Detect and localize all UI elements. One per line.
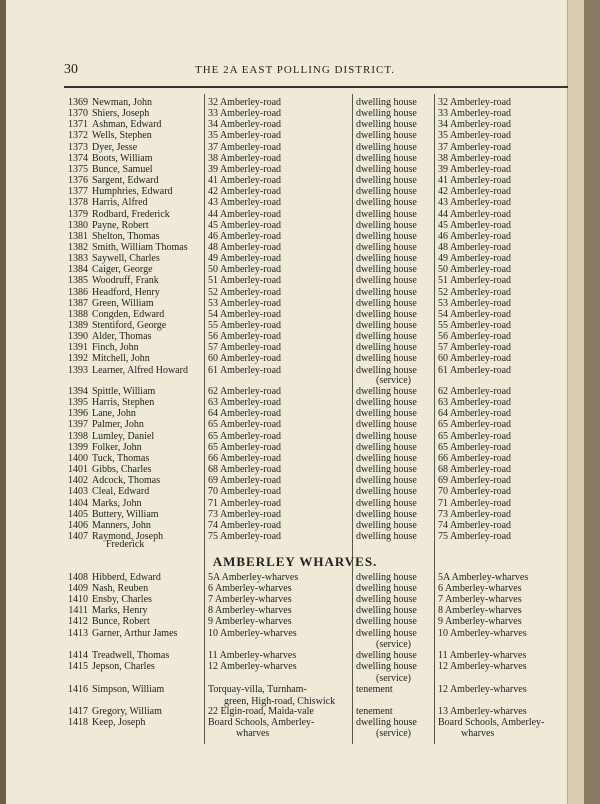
- cell-num: 1408: [68, 572, 88, 583]
- cell-prop: 69 Amberley-road: [438, 475, 512, 487]
- cell-desc: dwelling house: [356, 186, 417, 198]
- cell-prop: 55 Amberley-road: [438, 320, 512, 331]
- cell-addr: 68 Amberley-road: [208, 464, 282, 476]
- cell-prop: 12 Amberley-wharves: [438, 684, 527, 695]
- cell-num: 1415: [68, 661, 88, 672]
- cell-prop: 49 Amberley-road: [438, 253, 512, 265]
- cell-num: 1394: [68, 386, 88, 397]
- row-1418-continuation-property: wharves: [461, 728, 495, 739]
- cell-name: Buttery, William: [92, 508, 159, 520]
- cell-desc: dwelling house: [356, 408, 417, 420]
- cell-prop: 34 Amberley-road: [438, 119, 512, 131]
- cell-addr: 63 Amberley-road: [208, 397, 282, 409]
- cell-desc: dwelling house: [356, 717, 417, 728]
- cell-desc: dwelling house: [356, 397, 417, 409]
- cell-num: 1392: [68, 353, 88, 365]
- cell-name: Manners, John: [92, 519, 151, 531]
- cell-addr: 49 Amberley-road: [208, 253, 282, 265]
- cell-addr: 65 Amberley-road: [208, 441, 282, 453]
- cell-num: 1413: [68, 627, 88, 639]
- cell-addr: 56 Amberley-road: [208, 331, 282, 343]
- cell-addr: 62 Amberley-road: [208, 386, 282, 397]
- cell-prop: 54 Amberley-road: [438, 308, 512, 320]
- cell-addr: 35 Amberley-road: [208, 130, 282, 142]
- cell-addr: 75 Amberley-road: [208, 530, 282, 542]
- cell-name: Dyer, Jesse: [92, 141, 138, 153]
- cell-desc: dwelling house: [356, 342, 417, 354]
- cell-name: Simpson, William: [92, 684, 165, 695]
- cell-num: 1397: [68, 419, 88, 431]
- cell-desc: dwelling house: [356, 97, 417, 108]
- cell-addr: 11 Amberley-wharves: [208, 650, 297, 661]
- cell-prop: 38 Amberley-road: [438, 152, 512, 164]
- cell-addr: 10 Amberley-wharves: [208, 627, 297, 639]
- cell-addr: 9 Amberley-wharves: [208, 616, 292, 628]
- cell-name: Bunce, Robert: [92, 616, 150, 628]
- cell-desc: dwelling house: [356, 627, 417, 639]
- cell-name: Harris, Alfred: [92, 197, 148, 209]
- cell-addr: 41 Amberley-road: [208, 175, 282, 187]
- cell-desc: dwelling house: [356, 152, 417, 164]
- row-1415-continuation: (service): [376, 673, 411, 684]
- cell-num: 1401: [68, 464, 88, 476]
- cell-num: 1407: [68, 530, 88, 542]
- cell-num: 1398: [68, 430, 88, 442]
- column-divider-address: [204, 94, 205, 744]
- cell-prop: 10 Amberley-wharves: [438, 627, 527, 639]
- cell-addr: 52 Amberley-road: [208, 286, 282, 298]
- cell-name: Gregory, William: [92, 706, 162, 717]
- cell-num: 1385: [68, 275, 88, 287]
- cell-num: 1417: [68, 706, 88, 717]
- cell-addr: 5A Amberley-wharves: [208, 572, 299, 583]
- cell-addr: 64 Amberley-road: [208, 408, 282, 420]
- cell-desc: dwelling house: [356, 297, 417, 309]
- cell-prop: 51 Amberley-road: [438, 275, 512, 287]
- cell-name: Ensby, Charles: [92, 594, 152, 606]
- cell-name: Finch, John: [92, 342, 139, 354]
- cell-name: Lane, John: [92, 408, 136, 420]
- cell-desc: dwelling house: [356, 650, 417, 661]
- cell-num: 1404: [68, 497, 88, 509]
- cell-addr: 33 Amberley-road: [208, 108, 282, 120]
- cell-num: 1377: [68, 186, 88, 198]
- cell-prop: 11 Amberley-wharves: [438, 650, 527, 661]
- cell-num: 1381: [68, 230, 88, 242]
- cell-desc: dwelling house: [356, 497, 417, 509]
- cell-addr: 43 Amberley-road: [208, 197, 282, 209]
- cell-name: Headford, Henry: [92, 286, 160, 298]
- cell-num: 1383: [68, 253, 88, 265]
- cell-desc: dwelling house: [356, 661, 417, 672]
- cell-prop: 45 Amberley-road: [438, 219, 512, 231]
- cell-addr: 70 Amberley-road: [208, 486, 282, 498]
- cell-desc: dwelling house: [356, 208, 417, 220]
- cell-prop: 62 Amberley-road: [438, 386, 512, 397]
- cell-num: 1412: [68, 616, 88, 628]
- cell-prop: 46 Amberley-road: [438, 230, 512, 242]
- row-1418-continuation-description: (service): [376, 728, 411, 739]
- cell-prop: 66 Amberley-road: [438, 452, 512, 464]
- cell-addr: 66 Amberley-road: [208, 452, 282, 464]
- cell-name: Learner, Alfred Howard: [92, 364, 188, 376]
- cell-num: 1399: [68, 441, 88, 453]
- cell-name: Humphries, Edward: [92, 186, 173, 198]
- cell-prop: 60 Amberley-road: [438, 353, 512, 365]
- cell-num: 1370: [68, 108, 88, 120]
- row-1413-continuation: (service): [376, 639, 411, 650]
- cell-prop: 33 Amberley-road: [438, 108, 512, 120]
- cell-desc: dwelling house: [356, 130, 417, 142]
- cell-num: 1396: [68, 408, 88, 420]
- cell-name: Ashman, Edward: [92, 119, 162, 131]
- cell-desc: dwelling house: [356, 475, 417, 487]
- cell-num: 1405: [68, 508, 88, 520]
- cell-prop: 65 Amberley-road: [438, 441, 512, 453]
- cell-num: 1372: [68, 130, 88, 142]
- cell-desc: dwelling house: [356, 331, 417, 343]
- cell-name: Mitchell, John: [92, 353, 150, 365]
- cell-prop: 61 Amberley-road: [438, 364, 512, 376]
- running-head: THE 2A EAST POLLING DISTRICT.: [194, 64, 395, 76]
- cell-prop: 7 Amberley-wharves: [438, 594, 522, 606]
- cell-prop: 42 Amberley-road: [438, 186, 512, 198]
- cell-name: Nash, Reuben: [92, 583, 149, 595]
- cell-desc: dwelling house: [356, 530, 417, 542]
- cell-desc: dwelling house: [356, 430, 417, 442]
- header-rule: [64, 86, 568, 88]
- cell-desc: dwelling house: [356, 452, 417, 464]
- cell-addr: 8 Amberley-wharves: [208, 605, 292, 617]
- cell-num: 1389: [68, 320, 88, 331]
- cell-addr: 38 Amberley-road: [208, 152, 282, 164]
- cell-desc: dwelling house: [356, 197, 417, 209]
- cell-name: Garner, Arthur James: [92, 627, 178, 639]
- cell-name: Treadwell, Thomas: [92, 650, 170, 661]
- cell-num: 1382: [68, 241, 88, 253]
- cell-addr: 60 Amberley-road: [208, 353, 282, 365]
- cell-desc: dwelling house: [356, 230, 417, 242]
- cell-name: Lumley, Daniel: [92, 430, 155, 442]
- cell-addr: 54 Amberley-road: [208, 308, 282, 320]
- cell-desc: dwelling house: [356, 119, 417, 131]
- cell-desc: dwelling house: [356, 486, 417, 498]
- cell-name: Smith, William Thomas: [92, 241, 188, 253]
- cell-num: 1386: [68, 286, 88, 298]
- cell-name: Stentiford, George: [92, 320, 167, 331]
- cell-name: Newman, John: [92, 97, 152, 108]
- cell-name: Marks, John: [92, 497, 142, 509]
- cell-addr: 22 Elgin-road, Maida-vale: [208, 706, 314, 717]
- cell-desc: dwelling house: [356, 286, 417, 298]
- cell-name: Boots, William: [92, 152, 153, 164]
- cell-prop: 57 Amberley-road: [438, 342, 512, 354]
- cell-addr: 44 Amberley-road: [208, 208, 282, 220]
- cell-desc: dwelling house: [356, 108, 417, 120]
- cell-desc: dwelling house: [356, 572, 417, 583]
- cell-addr: 57 Amberley-road: [208, 342, 282, 354]
- cell-desc: dwelling house: [356, 594, 417, 606]
- cell-desc: dwelling house: [356, 253, 417, 265]
- cell-num: 1388: [68, 308, 88, 320]
- cell-prop: 53 Amberley-road: [438, 297, 512, 309]
- cell-addr: 46 Amberley-road: [208, 230, 282, 242]
- cell-desc: dwelling house: [356, 519, 417, 531]
- cell-name: Adcock, Thomas: [92, 475, 161, 487]
- cell-num: 1375: [68, 163, 88, 175]
- cell-prop: 75 Amberley-road: [438, 530, 512, 542]
- cell-name: Keep, Joseph: [92, 717, 146, 728]
- cell-desc: dwelling house: [356, 464, 417, 476]
- cell-name: Folker, John: [92, 441, 142, 453]
- cell-num: 1403: [68, 486, 88, 498]
- cell-num: 1414: [68, 650, 88, 661]
- cell-prop: 13 Amberley-wharves: [438, 706, 527, 717]
- cell-name: Marks, Henry: [92, 605, 148, 617]
- cell-prop: 65 Amberley-road: [438, 430, 512, 442]
- cell-prop: 43 Amberley-road: [438, 197, 512, 209]
- cell-num: 1400: [68, 452, 88, 464]
- cell-prop: 35 Amberley-road: [438, 130, 512, 142]
- cell-name: Congden, Edward: [92, 308, 165, 320]
- cell-num: 1374: [68, 152, 88, 164]
- cell-addr: 74 Amberley-road: [208, 519, 282, 531]
- cell-prop: 65 Amberley-road: [438, 419, 512, 431]
- cell-name: Saywell, Charles: [92, 253, 160, 265]
- cell-num: 1391: [68, 342, 88, 354]
- cell-prop: 73 Amberley-road: [438, 508, 512, 520]
- cell-desc: dwelling house: [356, 605, 417, 617]
- cell-prop: 70 Amberley-road: [438, 486, 512, 498]
- cell-addr: 37 Amberley-road: [208, 141, 282, 153]
- cell-addr: 48 Amberley-road: [208, 241, 282, 253]
- cell-desc: dwelling house: [356, 163, 417, 175]
- cell-name: Gibbs, Charles: [92, 464, 152, 476]
- cell-num: 1410: [68, 594, 88, 606]
- cell-addr: Board Schools, Amberley-: [208, 717, 315, 728]
- cell-num: 1371: [68, 119, 88, 131]
- cell-desc: dwelling house: [356, 264, 417, 276]
- cell-num: 1409: [68, 583, 88, 595]
- cell-name: Green, William: [92, 297, 154, 309]
- row-1407-continuation: Frederick: [106, 539, 145, 550]
- cell-desc: dwelling house: [356, 441, 417, 453]
- cell-addr: 32 Amberley-road: [208, 97, 282, 108]
- cell-addr: 34 Amberley-road: [208, 119, 282, 131]
- cell-addr: Torquay-villa, Turnham-: [208, 684, 307, 695]
- cell-addr: 42 Amberley-road: [208, 186, 282, 198]
- cell-name: Alder, Thomas: [92, 331, 152, 343]
- cell-desc: dwelling house: [356, 386, 417, 397]
- cell-prop: 5A Amberley-wharves: [438, 572, 529, 583]
- cell-num: 1406: [68, 519, 88, 531]
- cell-addr: 6 Amberley-wharves: [208, 583, 292, 595]
- cell-addr: 69 Amberley-road: [208, 475, 282, 487]
- cell-addr: 53 Amberley-road: [208, 297, 282, 309]
- row-1418-continuation-address: wharves: [236, 728, 270, 739]
- cell-desc: dwelling house: [356, 616, 417, 628]
- cell-prop: 68 Amberley-road: [438, 464, 512, 476]
- cell-prop: 6 Amberley-wharves: [438, 583, 522, 595]
- cell-addr: 12 Amberley-wharves: [208, 661, 297, 672]
- cell-prop: 41 Amberley-road: [438, 175, 512, 187]
- cell-desc: dwelling house: [356, 308, 417, 320]
- cell-prop: 56 Amberley-road: [438, 331, 512, 343]
- cell-prop: 52 Amberley-road: [438, 286, 512, 298]
- cell-desc: dwelling house: [356, 508, 417, 520]
- cell-prop: 39 Amberley-road: [438, 163, 512, 175]
- column-divider-property: [434, 94, 435, 744]
- cell-num: 1378: [68, 197, 88, 209]
- cell-desc: dwelling house: [356, 320, 417, 331]
- cell-desc: dwelling house: [356, 241, 417, 253]
- cell-prop: 12 Amberley-wharves: [438, 661, 527, 672]
- cell-desc: dwelling house: [356, 364, 417, 376]
- cell-num: 1373: [68, 141, 88, 153]
- cell-prop: 71 Amberley-road: [438, 497, 512, 509]
- cell-prop: 63 Amberley-road: [438, 397, 512, 409]
- cell-addr: 51 Amberley-road: [208, 275, 282, 287]
- cell-addr: 73 Amberley-road: [208, 508, 282, 520]
- cell-name: Raymond, Joseph: [92, 530, 164, 542]
- cell-num: 1369: [68, 97, 88, 108]
- cell-num: 1402: [68, 475, 88, 487]
- cell-num: 1416: [68, 684, 88, 695]
- page-edge: [567, 0, 584, 804]
- register-page: [6, 0, 584, 804]
- cell-name: Caiger, George: [92, 264, 153, 276]
- cell-num: 1387: [68, 297, 88, 309]
- cell-desc: dwelling house: [356, 175, 417, 187]
- cell-prop: 32 Amberley-road: [438, 97, 512, 108]
- cell-desc: dwelling house: [356, 275, 417, 287]
- cell-name: Spittle, William: [92, 386, 156, 397]
- cell-addr: 39 Amberley-road: [208, 163, 282, 175]
- cell-num: 1395: [68, 397, 88, 409]
- cell-desc: dwelling house: [356, 141, 417, 153]
- cell-desc: dwelling house: [356, 419, 417, 431]
- cell-name: Rodbard, Frederick: [92, 208, 170, 220]
- cell-name: Cleal, Edward: [92, 486, 150, 498]
- cell-num: 1376: [68, 175, 88, 187]
- cell-num: 1390: [68, 331, 88, 343]
- cell-prop: 9 Amberley-wharves: [438, 616, 522, 628]
- cell-desc: dwelling house: [356, 353, 417, 365]
- row-1393-continuation: (service): [376, 375, 411, 386]
- cell-prop: 8 Amberley-wharves: [438, 605, 522, 617]
- cell-name: Payne, Robert: [92, 219, 149, 231]
- cell-prop: 74 Amberley-road: [438, 519, 512, 531]
- cell-prop: Board Schools, Amberley-: [438, 717, 545, 728]
- cell-prop: 50 Amberley-road: [438, 264, 512, 276]
- cell-num: 1393: [68, 364, 88, 376]
- cell-name: Jepson, Charles: [92, 661, 155, 672]
- cell-name: Shelton, Thomas: [92, 230, 160, 242]
- cell-addr: 65 Amberley-road: [208, 430, 282, 442]
- cell-prop: 37 Amberley-road: [438, 141, 512, 153]
- cell-desc: dwelling house: [356, 583, 417, 595]
- cell-prop: 48 Amberley-road: [438, 241, 512, 253]
- cell-name: Hibberd, Edward: [92, 572, 161, 583]
- cell-name: Wells, Stephen: [92, 130, 152, 142]
- cell-num: 1379: [68, 208, 88, 220]
- cell-desc: dwelling house: [356, 219, 417, 231]
- cell-num: 1380: [68, 219, 88, 231]
- row-1416-continuation: green, High-road, Chiswick: [224, 696, 336, 707]
- cell-name: Shiers, Joseph: [92, 108, 150, 120]
- cell-addr: 45 Amberley-road: [208, 219, 282, 231]
- cell-prop: 64 Amberley-road: [438, 408, 512, 420]
- cell-addr: 50 Amberley-road: [208, 264, 282, 276]
- cell-desc: tenement: [356, 706, 393, 717]
- cell-name: Tuck, Thomas: [92, 452, 150, 464]
- cell-num: 1418: [68, 717, 88, 728]
- cell-desc: tenement: [356, 684, 393, 695]
- cell-prop: 44 Amberley-road: [438, 208, 512, 220]
- cell-addr: 71 Amberley-road: [208, 497, 282, 509]
- column-divider-description: [352, 94, 353, 744]
- cell-num: 1411: [68, 605, 88, 617]
- cell-name: Palmer, John: [92, 419, 144, 431]
- cell-addr: 7 Amberley-wharves: [208, 594, 292, 606]
- cell-name: Sargent, Edward: [92, 175, 159, 187]
- cell-name: Bunce, Samuel: [92, 163, 153, 175]
- page-number: 30: [64, 62, 78, 77]
- cell-addr: 65 Amberley-road: [208, 419, 282, 431]
- cell-addr: 61 Amberley-road: [208, 364, 282, 376]
- cell-num: 1384: [68, 264, 88, 276]
- section-heading: AMBERLEY WHARVES.: [212, 554, 378, 569]
- cell-addr: 55 Amberley-road: [208, 320, 282, 331]
- cell-name: Woodruff, Frank: [92, 275, 159, 287]
- cell-name: Harris, Stephen: [92, 397, 155, 409]
